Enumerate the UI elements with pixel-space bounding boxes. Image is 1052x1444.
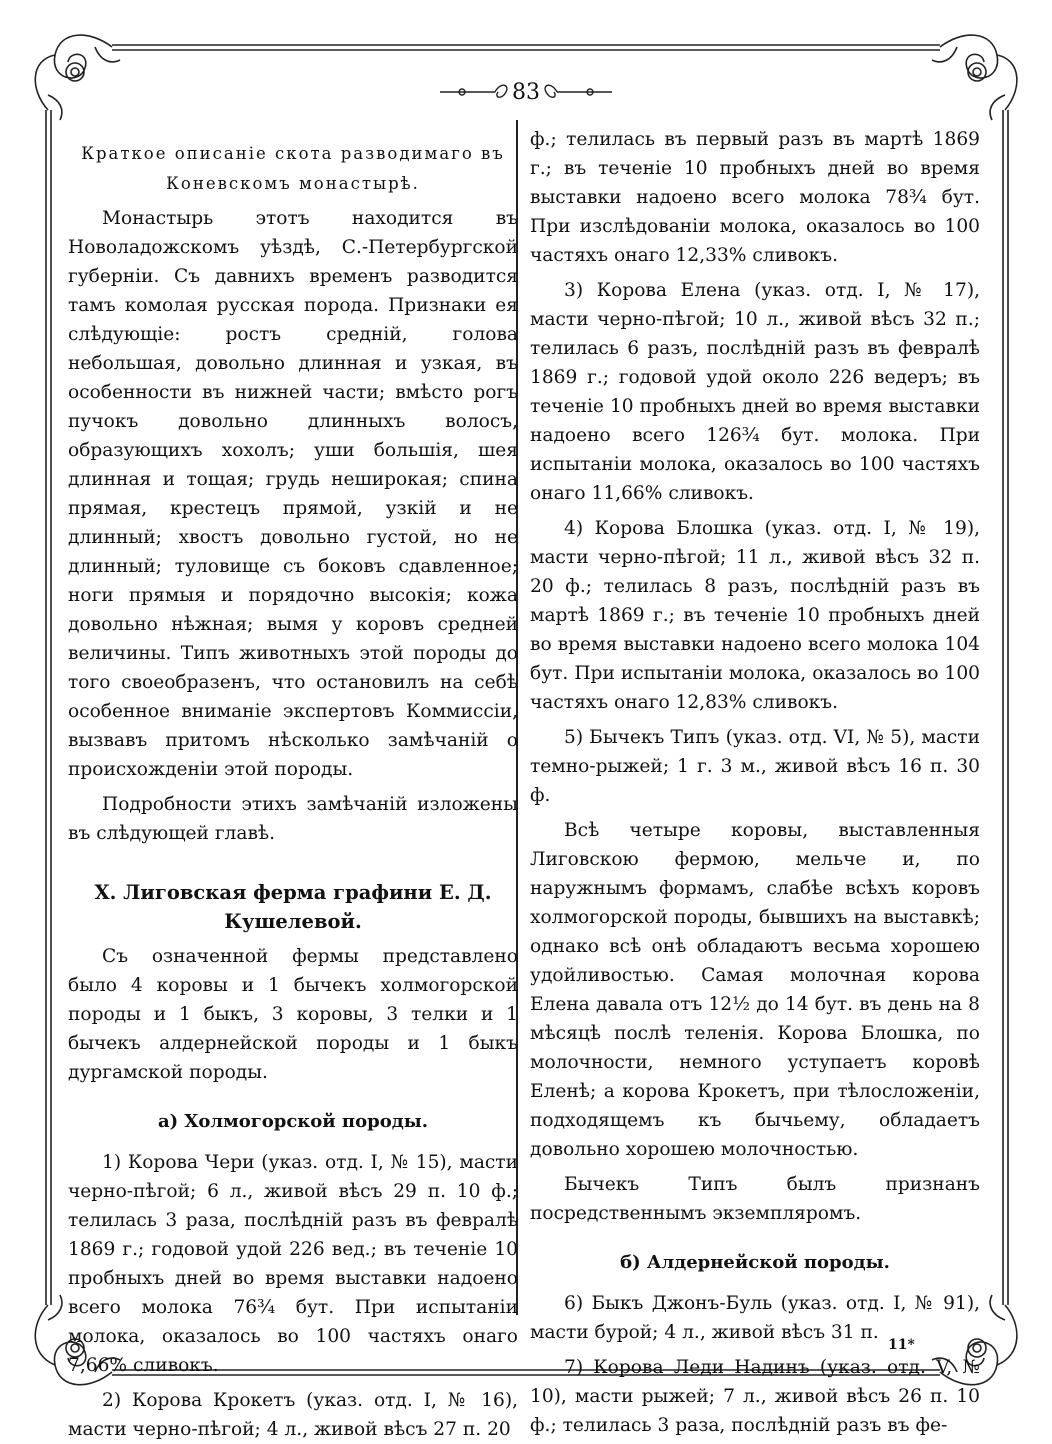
- paragraph-ligovo-intro: Съ означенной фермы представлено было 4 коровы и 1 бычекъ холмогорской породы и 1 быкъ, 3 коровы, 3 телки и 1 бычекъ алдернейской породы и 1 быкъ дургамской породы.: [68, 946, 518, 1083]
- right-column: [530, 125, 980, 1440]
- list-item-3: 3) Корова Елена (указ. отд. I, № 17), масти черно-пѣгой; 10 л., живой вѣсъ 32 п.; телилась 6 разъ, послѣдній разъ въ февралѣ 1869 г.; годовой удой около 226 ведеръ; въ теченіе 10 пробныхъ дней во время выставки надоено всего 126¾ бут. молока. При испытаніи молока, оказалось во 100 частяхъ онаго 11,66% сливокъ.: [530, 280, 980, 504]
- signature-mark: 11*: [888, 1337, 915, 1353]
- list-item-2-start: 2) Корова Крокетъ (указ. отд. I, № 16), масти черно-пѣгой; 4 л., живой вѣсъ 27 п. 20: [68, 1390, 518, 1440]
- left-column: [68, 125, 518, 1444]
- corner-ornament-top-left: [35, 35, 120, 120]
- subheading-alderney: б) Алдернейской породы.: [620, 1252, 890, 1273]
- paragraph-bull: Бычекъ Типъ былъ признанъ посредственнымъ экземпляромъ.: [530, 1174, 980, 1224]
- list-item-6: 6) Быкъ Джонъ-Буль (указ. отд. I, № 91), масти бурой; 4 л., живой вѣсъ 31 п.: [530, 1293, 980, 1343]
- paragraph-monastery: Монастырь этотъ находится въ Новоладожскомъ уѣздѣ, С.-Петербургской губерніи. Съ давнихъ временъ разводится тамъ комолая русская порода. Признаки ея слѣдующіе: ростъ средній, голова небольшая, довольно длинная и узкая, въ особенности въ нижней части; вмѣсто рогъ пучокъ довольно длинныхъ волосъ, образующихъ хохолъ; уши большія, шея длинная и тощая; грудь неширокая; спина прямая, крестецъ прямой, узкій и не длинный; хвостъ довольно густой, но не длинный; туловище съ боковъ сдавленное; ноги прямыя и порядочно высокія; кожа довольно нѣжная; вымя у коровъ средней величины. Типъ животныхъ этой породы до того своеобразенъ, что остановилъ на себѣ особенное вниманіе экспертовъ Коммиссіи, вызвавъ притомъ нѣсколько замѣчаній о происхожденіи этой породы.: [68, 208, 518, 780]
- list-item-5: 5) Бычекъ Типъ (указ. отд. VI, № 5), масти темно-рыжей; 1 г. 3 м., живой вѣсъ 16 п. 30 ф.: [530, 727, 980, 806]
- article-title-line1: Краткое описаніе скота разводимаго въ: [81, 144, 505, 163]
- list-item-7-start: 7) Корова Леди Надинъ (указ. отд. V, № 10), масти рыжей; 7 л., живой вѣсъ 26 п. 10 ф.; телилась 3 раза, послѣдній разъ въ фе-: [530, 1357, 980, 1436]
- list-item-4: 4) Корова Блошка (указ. отд. I, № 19), масти черно-пѣгой; 11 л., живой вѣсъ 32 п. 20 ф.; телилась 8 разъ, послѣдній разъ въ мартѣ 1869 г.; въ теченіе 10 пробныхъ дней во время выставки надоено всего молока 104 бут. При испытаніи молока, оказалось во 100 частяхъ онаго 12,83% сливокъ.: [530, 518, 980, 713]
- page-number: 83: [512, 80, 540, 105]
- section-heading-ligovo: X. Лиговская ферма графини Е. Д. Кушелевой.: [94, 881, 492, 933]
- list-item-2-continued: ф.; телилась въ первый разъ въ мартѣ 1869 г.; въ теченіе 10 пробныхъ дней во время выставки надоено всего молока 78¾ бут. При изслѣдованіи молока, оказалось во 100 частяхъ онаго 12,33% сливокъ.: [530, 129, 980, 266]
- subheading-kholmogory: а) Холмогорской породы.: [157, 1111, 429, 1132]
- paragraph-summary: Всѣ четыре коровы, выставленныя Лиговскою фермою, мельче и, по наружнымъ формамъ, слабѣе всѣхъ коровъ холмогорской породы, бывшихъ на выставкѣ; однако всѣ онѣ обладаютъ весьма хорошею удойливостью. Самая молочная корова Елена давала отъ 12½ до 14 бут. въ день на 8 мѣсяцѣ послѣ теленія. Корова Блошка, по молочности, немного уступаетъ коровѣ Еленѣ; а корова Крокетъ, при тѣлосложеніи, подходящемъ къ бычьему, обладаетъ довольно хорошею молочностью.: [530, 820, 980, 1160]
- article-title-line2: Коневскомъ монастырѣ.: [166, 174, 420, 193]
- list-item-1: 1) Корова Чери (указ. отд. I, № 15), масти черно-пѣгой; 6 л., живой вѣсъ 29 п. 10 ф.; телилась 3 раза, послѣдній разъ въ февралѣ 1869 г.; годовой удой 226 вед.; въ теченіе 10 пробныхъ дней во время выставки надоено всего молока 76¾ бут. При испытаніи молока, оказалось во 100 частяхъ онаго 7,66% сливокъ.: [68, 1152, 518, 1376]
- corner-ornament-top-right: [932, 35, 1017, 120]
- paragraph-details: Подробности этихъ замѣчаній изложены въ слѣдующей главѣ.: [68, 794, 518, 844]
